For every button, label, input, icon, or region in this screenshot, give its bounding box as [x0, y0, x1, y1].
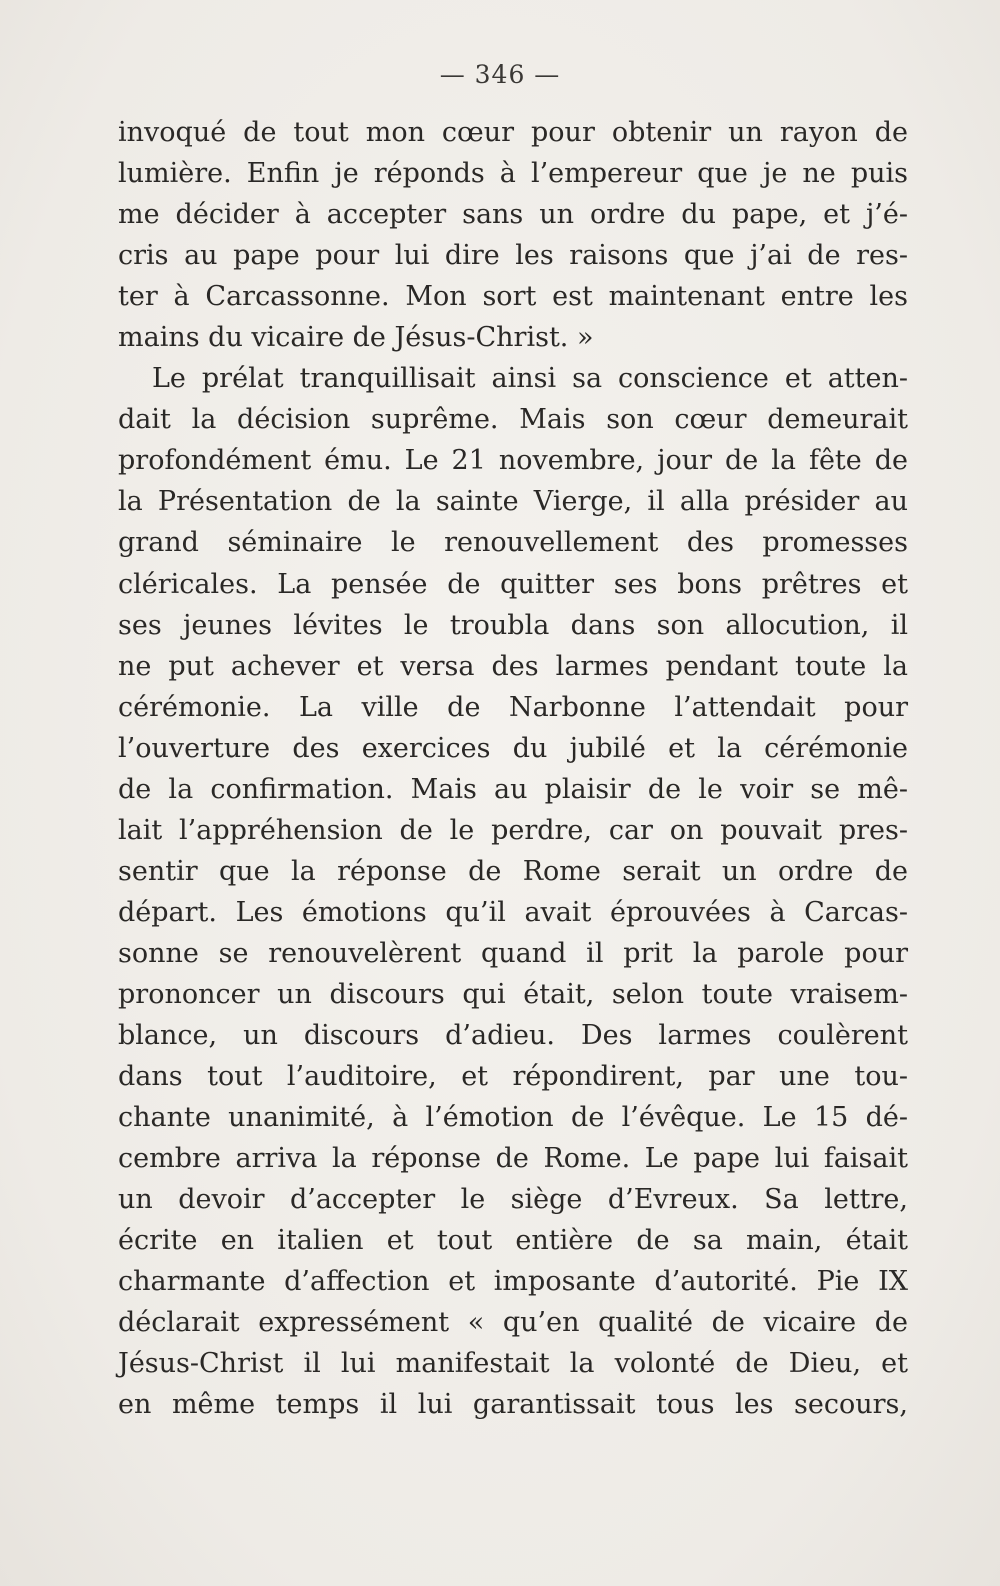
text-line: l’ouverture des exercices du jubilé et la cérémonie: [118, 732, 908, 764]
text-line: chante unanimité, à l’émotion de l’évêque. Le 15 dé-: [118, 1102, 908, 1134]
text-line: charmante d’affection et imposante d’autorité. Pie IX: [118, 1266, 908, 1298]
text-line: cembre arriva la réponse de Rome. Le pape lui faisait: [118, 1143, 908, 1175]
text-line: écrite en italien et tout entière de sa main, était: [118, 1225, 908, 1257]
text-line: ne put achever et versa des larmes pendant toute la: [118, 650, 908, 682]
text-line: dans tout l’auditoire, et répondirent, par une tou-: [118, 1061, 908, 1093]
text-line: en même temps il lui garantissait tous les secours,: [118, 1389, 908, 1421]
text-line: cérémonie. La ville de Narbonne l’attendait pour: [118, 691, 908, 723]
text-line: cléricales. La pensée de quitter ses bons prêtres et: [118, 568, 908, 600]
text-line: de la confirmation. Mais au plaisir de le voir se mê-: [118, 773, 908, 805]
text-line: départ. Les émotions qu’il avait éprouvées à Carcas-: [118, 896, 908, 928]
text-line: sentir que la réponse de Rome serait un ordre de: [118, 855, 908, 887]
text-line: dait la décision suprême. Mais son cœur demeurait: [118, 404, 908, 436]
text-line: lait l’appréhension de le perdre, car on pouvait pres-: [118, 814, 908, 846]
body-text: [118, 112, 908, 1426]
text-line: grand séminaire le renouvellement des promesses: [118, 527, 908, 559]
text-line: un devoir d’accepter le siège d’Evreux. Sa lettre,: [118, 1184, 908, 1216]
page-number: — 346 —: [439, 60, 561, 89]
text-line: lumière. Enfin je réponds à l’empereur que je ne puis: [118, 158, 908, 190]
text-line: blance, un discours d’adieu. Des larmes coulèrent: [118, 1020, 908, 1052]
text-line: ter à Carcassonne. Mon sort est maintenant entre les: [118, 281, 908, 313]
text-line: invoqué de tout mon cœur pour obtenir un rayon de: [118, 117, 908, 148]
text-line: Le prélat tranquillisait ainsi sa conscience et atten-: [152, 363, 908, 395]
text-line: ses jeunes lévites le troubla dans son allocution, il: [118, 609, 908, 641]
text-line: prononcer un discours qui était, selon toute vraisem-: [118, 978, 908, 1010]
text-line: profondément ému. Le 21 novembre, jour de la fête de: [118, 445, 908, 477]
text-line: Jésus-Christ il lui manifestait la volonté de Dieu, et: [118, 1348, 908, 1380]
text-line: cris au pape pour lui dire les raisons que j’ai de res-: [118, 240, 908, 272]
text-line: la Présentation de la sainte Vierge, il alla présider au: [118, 486, 908, 518]
text-line: mains du vicaire de Jésus-Christ. »: [118, 322, 594, 354]
text-line: me décider à accepter sans un ordre du pape, et j’é-: [118, 199, 908, 231]
text-line: sonne se renouvelèrent quand il prit la parole pour: [118, 937, 908, 969]
text-line: déclarait expressément « qu’en qualité de vicaire de: [118, 1307, 908, 1339]
